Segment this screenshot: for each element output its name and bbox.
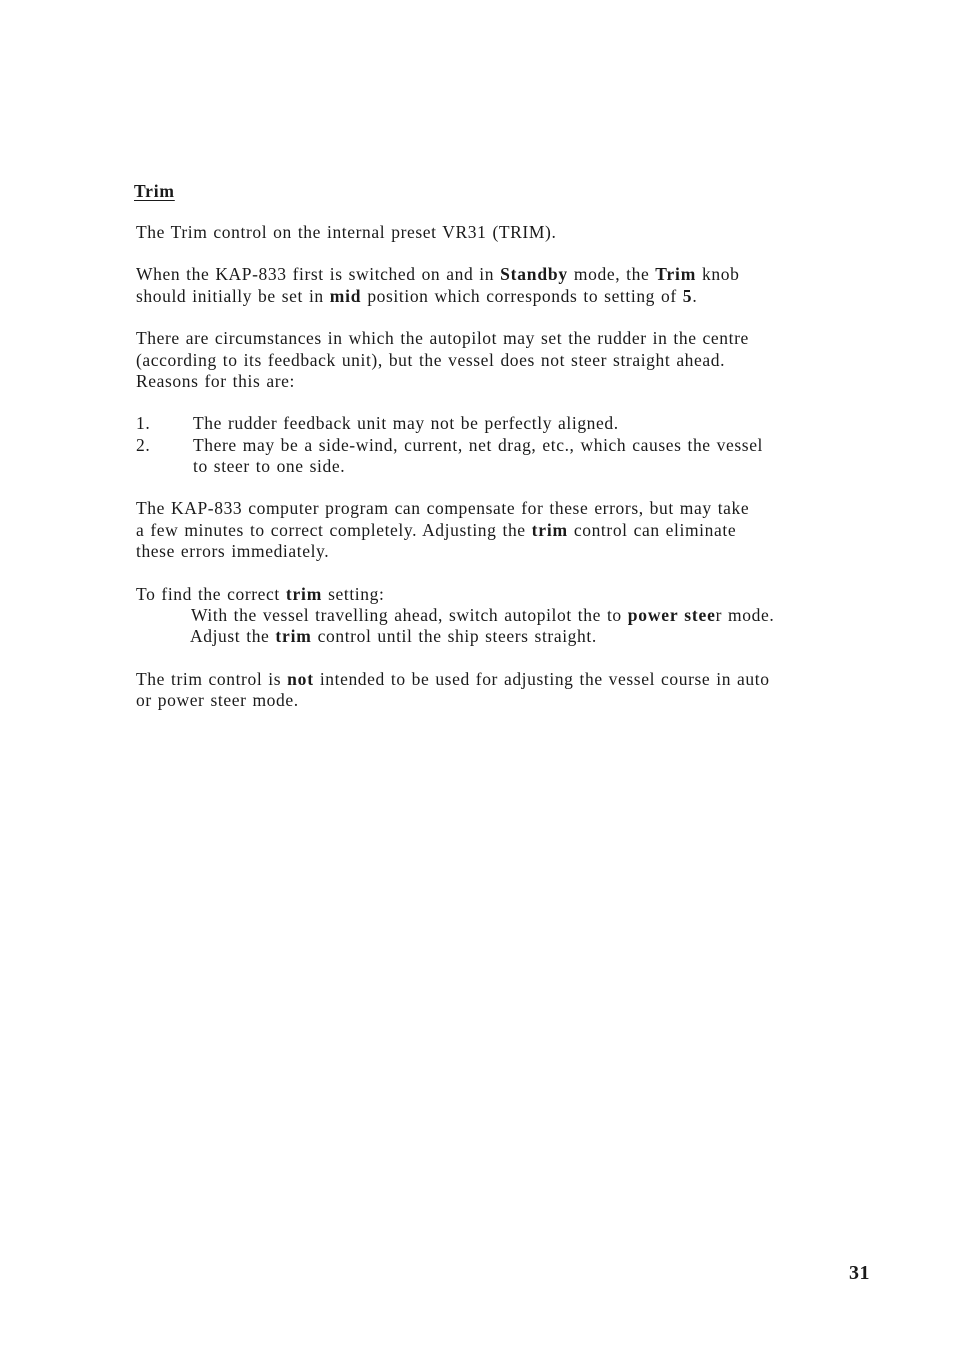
paragraph-find-trim-line-3: Adjust the trim control until the ship steers straight. xyxy=(190,626,597,646)
list-item-text: There may be a side-wind, current, net drag, etc., which causes the vessel xyxy=(193,435,764,455)
paragraph-circumstances-line-3: Reasons for this are: xyxy=(136,371,295,391)
list-item-number: 1. xyxy=(136,413,151,433)
page-number: 31 xyxy=(849,1262,870,1284)
paragraph-standby-line-1: When the KAP-833 first is switched on and in Standby mode, the Trim knob xyxy=(136,264,740,284)
paragraph-find-trim-line-2: With the vessel travelling ahead, switch autopilot the to power steer mode. xyxy=(191,605,775,625)
paragraph-find-trim-line-1: To find the correct trim setting: xyxy=(136,584,385,604)
list-item-text: The rudder feedback unit may not be perfectly aligned. xyxy=(193,413,619,433)
paragraph-circumstances-line-2: (according to its feedback unit), but the vessel does not steer straight ahead. xyxy=(136,350,726,370)
paragraph-compensate-line-2: a few minutes to correct completely. Adjusting the trim control can eliminate xyxy=(136,520,737,540)
paragraph-circumstances-line-1: There are circumstances in which the autopilot may set the rudder in the centre xyxy=(136,328,749,348)
paragraph-not-intended-line-2: or power steer mode. xyxy=(136,690,299,710)
paragraph-trim-control: The Trim control on the internal preset VR31 (TRIM). xyxy=(136,222,557,242)
paragraph-compensate-line-1: The KAP-833 computer program can compensate for these errors, but may take xyxy=(136,498,750,518)
list-item-text-continued: to steer to one side. xyxy=(193,456,346,476)
paragraph-compensate-line-3: these errors immediately. xyxy=(136,541,330,561)
paragraph-not-intended-line-1: The trim control is not intended to be used for adjusting the vessel course in auto xyxy=(136,669,770,689)
list-item-number: 2. xyxy=(136,435,151,455)
paragraph-standby-line-2: should initially be set in mid position which corresponds to setting of 5. xyxy=(136,286,698,306)
section-heading: Trim xyxy=(134,181,175,201)
